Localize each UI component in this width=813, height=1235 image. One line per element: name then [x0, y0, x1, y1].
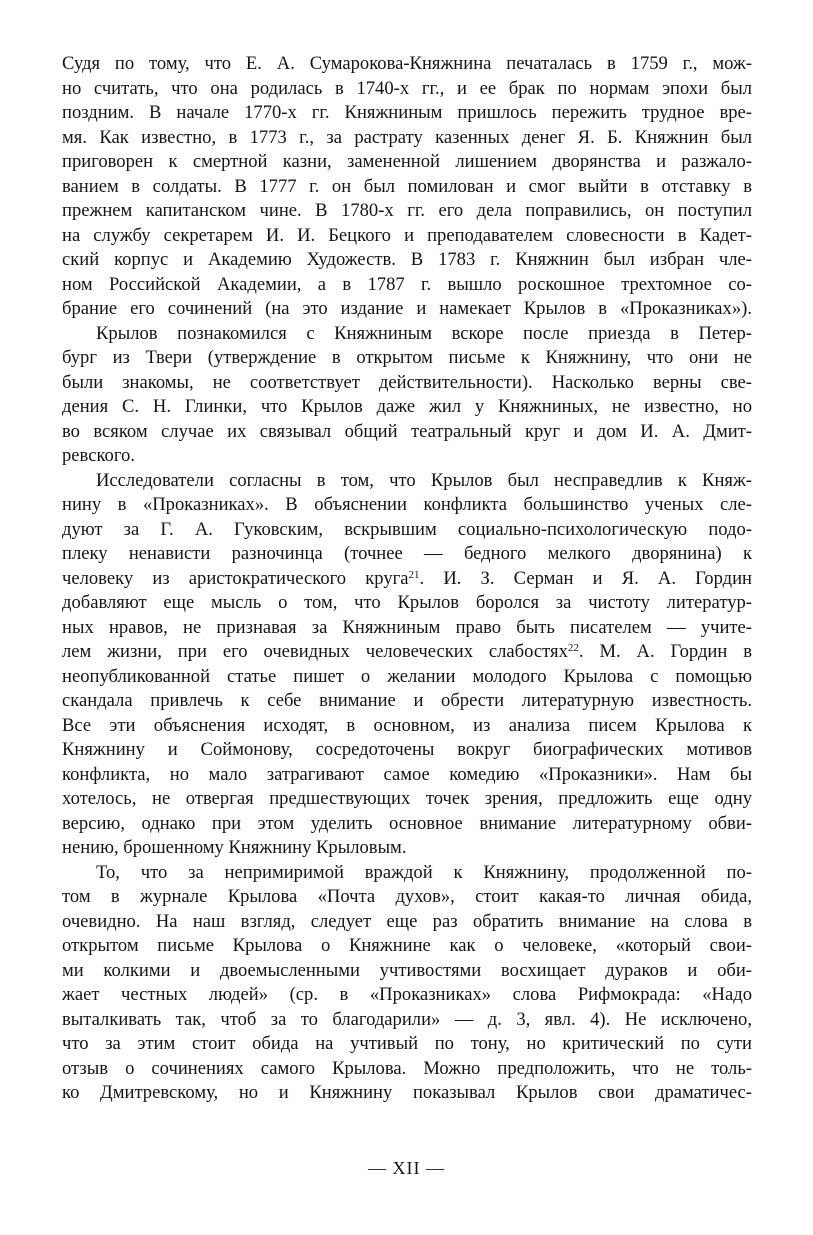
text-line: хотелось, не отвергая предшествующих точек зрения, предложить еще одну [62, 788, 752, 809]
text-line: ми колкими и двоемысленными учтивостями восхищает дураков и оби- [62, 959, 752, 981]
text-segment: лем жизни, при его очевидных человеческих слабостях [62, 641, 568, 662]
text-line: но считать, что она родилась в 1740-х гг., и ее брак по нормам эпохи был [62, 77, 752, 99]
text-line: были знакомы, не соответствует действительности). Насколько верны све- [62, 371, 752, 393]
text-line: что за этим стоит обида на учтивый по тону, но критический по сути [62, 1033, 752, 1054]
text-line: Судя по тому, что Е. А. Сумарокова-Княжнина печаталась в 1759 г., мож- [62, 53, 752, 74]
text-line: нину в «Проказниках». В объяснении конфликта большинство ученых сле- [62, 494, 752, 515]
paragraph-4 [62, 861, 752, 1106]
text-line: выталкивать так, чтоб за то благодарили» — д. 3, явл. 4). Не исключено, [62, 1008, 752, 1030]
text-line: конфликта, но мало затрагивают самое комедию «Проказники». Нам бы [62, 763, 752, 785]
text-line: плеку ненависти разночинца (точнее — бедного мелкого дворянина) к [62, 543, 752, 564]
text-line: дения С. Н. Глинки, что Крылов даже жил у Княжниных, не известно, но [62, 396, 752, 417]
text-line: Все эти объяснения исходят, в основном, из анализа писем Крылова к [62, 714, 752, 736]
footnote-ref-22: 22 [567, 642, 579, 654]
main-text [62, 52, 752, 1106]
text-line: Крылов познакомился с Княжниным вскоре после приезда в Петер- [96, 322, 752, 344]
text-line: на службу секретарем И. И. Бецкого и преподавателем словесности в Кадет- [62, 224, 752, 246]
text-line: брание его сочинений (на это издание и намекает Крылов в «Проказниках»). [62, 298, 752, 319]
text-line: ко Дмитревскому, но и Княжнину показывал Крылов свои драматичес- [62, 1082, 752, 1103]
text-line: нению, брошенному Княжнину Крыловым. [62, 837, 407, 858]
text-line: Княжнину и Соймонову, сосредоточены вокруг биографических мотивов [62, 739, 752, 760]
text-line: Исследователи согласны в том, что Крылов был несправедлив к Княж- [96, 469, 752, 491]
text-line: приговорен к смертной казни, замененной лишением дворянства и разжало- [62, 151, 752, 172]
text-segment: . М. А. Гордин в [578, 641, 752, 662]
text-line: открытом письме Крылова о Княжнине как о человеке, «который свои- [62, 935, 752, 956]
text-segment: человеку из аристократического круга [62, 567, 409, 589]
text-line: прежнем капитанском чине. В 1780-х гг. его дела поправились, он поступил [62, 200, 752, 221]
text-line: отзыв о сочинениях самого Крылова. Можно предположить, что не толь- [62, 1057, 752, 1079]
text-line: добавляют еще мысль о том, что Крылов боролся за чистоту литератур- [62, 592, 752, 613]
text-line: ский корпус и Академию Художеств. В 1783 г. Княжнин был избран чле- [62, 249, 752, 270]
text-segment: . И. З. Серман и Я. А. Гордин [419, 567, 752, 589]
paragraph-1 [62, 52, 752, 322]
footnote-ref-21: 21 [408, 568, 420, 581]
text-line: поздним. В начале 1770-х гг. Княжниным пришлось пережить трудное вре- [62, 102, 752, 123]
text-line: версию, однако при этом уделить основное внимание литературному обви- [62, 812, 752, 834]
text-line: во всяком случае их связывал общий театральный круг и дом И. А. Дмит- [62, 420, 752, 442]
text-line: том в журнале Крылова «Почта духов», стоит какая-то личная обида, [62, 886, 752, 907]
page-number: — XII — [368, 1158, 445, 1178]
text-line: дуют за Г. А. Гуковским, вскрывшим социально-психологическую подо- [62, 518, 752, 540]
text-line: неопубликованной статье пишет о желании молодого Крылова с помощью [62, 665, 752, 687]
paragraph-2 [62, 322, 752, 469]
text-line: ных нравов, не признавая за Княжниным право быть писателем — учите- [62, 616, 752, 638]
text-line: жает честных людей» (ср. в «Проказниках» слова Рифмокрада: «Надо [62, 984, 752, 1005]
paragraph-3 [62, 469, 752, 861]
text-line: скандала привлечь к себе внимание и обрести литературную известность. [62, 690, 752, 711]
text-line: То, что за непримиримой враждой к Княжнину, продолженной по- [96, 861, 752, 883]
text-line: ном Российской Академии, а в 1787 г. вышло роскошное трехтомное со- [62, 273, 752, 295]
text-line: ванием в солдаты. В 1777 г. он был помилован и смог выйти в отставку в [62, 175, 752, 197]
text-line [62, 567, 752, 592]
text-line: бург из Твери (утверждение в открытом письме к Княжнину, что они не [62, 347, 752, 368]
text-line: ревского. [62, 445, 135, 466]
text-line: мя. Как известно, в 1773 г., за растрату казенных денег Я. Б. Княжнин был [62, 126, 752, 148]
text-line [62, 640, 752, 665]
text-line: очевидно. На наш взгляд, следует еще раз обратить внимание на слова в [62, 910, 752, 932]
